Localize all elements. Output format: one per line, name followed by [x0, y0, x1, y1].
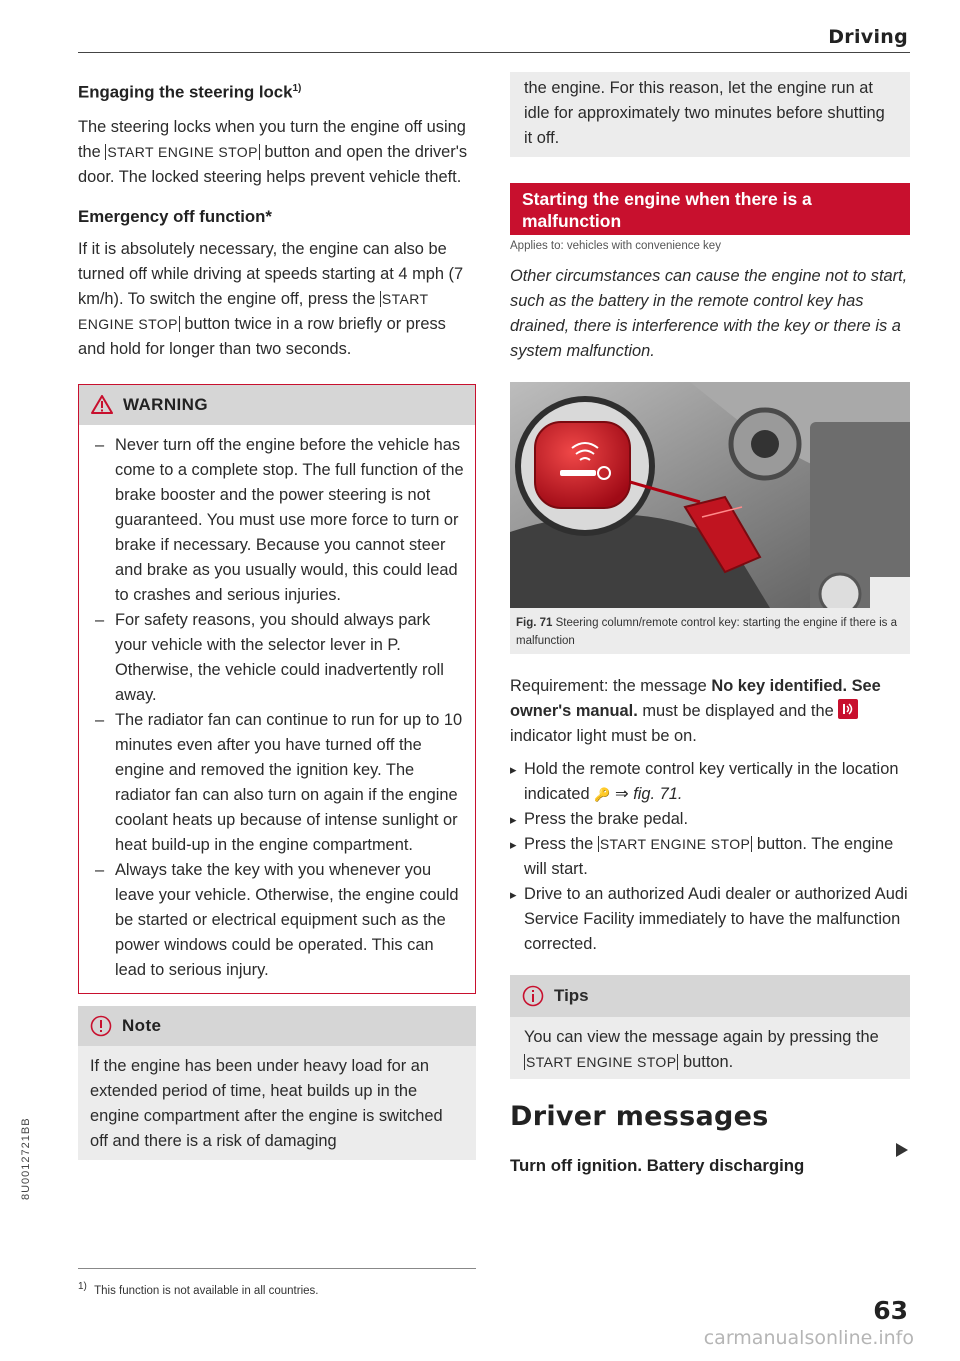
- left-column: [78, 72, 476, 1160]
- header-rule: [78, 52, 910, 53]
- step-item: ▸ Press the brake pedal.: [510, 807, 910, 832]
- warning-body: [79, 425, 475, 993]
- figure-71: [510, 382, 910, 654]
- page-number: 63: [873, 1296, 908, 1325]
- steering-column-key-illustration: [510, 382, 910, 608]
- footnote-rule: [78, 1268, 476, 1269]
- note-text: If the engine has been under heavy load for an extended period of time, heat builds up in the engine compartment after the engine is switched off and there is a risk of damaging: [90, 1056, 443, 1150]
- continued-text: the engine. For this reason, let the engine run at idle for approximately two minutes before shutting it off.: [524, 79, 885, 147]
- requirement-text: Requirement: the message No key identified. See owner's manual. must be displayed and the indicator light must be on.: [510, 677, 881, 745]
- tips-box: [510, 975, 910, 1079]
- info-icon: [522, 985, 544, 1007]
- step-item: ▸ Hold the remote control key vertically in the location indicated 🔑 ⇒ fig. 71.: [510, 757, 910, 807]
- driver-messages-heading: Driver messages: [510, 1101, 769, 1132]
- warning-item: – For safety reasons, you should always park your vehicle with the selector lever in P. Otherwise, the vehicle could inadvertently roll away.: [91, 608, 465, 708]
- warning-box: [78, 384, 476, 994]
- tips-body: [510, 1017, 910, 1079]
- tips-header: [510, 975, 910, 1017]
- warning-list: [91, 433, 465, 983]
- warning-title: WARNING: [123, 394, 208, 414]
- step-item: ▸ Drive to an authorized Audi dealer or authorized Audi Service Facility immediately to have the malfunction corrected.: [510, 882, 910, 957]
- document-code: 8U0012721BB: [20, 1117, 32, 1200]
- figure-label: Fig. 71: [516, 617, 553, 629]
- warning-triangle-icon: [91, 395, 113, 414]
- note-exclamation-icon: [90, 1015, 112, 1037]
- watermark: carmanualsonline.info: [703, 1327, 914, 1349]
- footnote-mark: 1): [292, 83, 302, 94]
- warning-item: – Never turn off the engine before the vehicle has come to a complete stop. The full function of the brake booster and the power steering is not guaranteed. You must use more force to turn or brake if necessary. Because you cannot steer and brake as you usually would, this could lead to crashes and serious injuries.: [91, 433, 465, 608]
- battery-heading: Turn off ignition. Battery discharging: [510, 1156, 805, 1175]
- note-header: [78, 1006, 476, 1046]
- warning-item: – Always take the key with you whenever you leave your vehicle. Otherwise, the engine could be started or electrical equipment such as the power windows could be operated. This can lead to serious injury.: [91, 858, 465, 983]
- figure-caption-text: Steering column/remote control key: starting the engine if there is a malfunction: [516, 617, 897, 647]
- note-box: [78, 1006, 476, 1160]
- malfunction-heading: Starting the engine when there is a malfunction: [510, 183, 910, 235]
- footnote: [78, 1281, 318, 1297]
- figure-caption: [510, 608, 910, 654]
- figure-reference[interactable]: ⇒ fig. 71.: [614, 785, 683, 803]
- warning-header: [79, 385, 475, 425]
- emergency-heading: Emergency off function*: [78, 206, 272, 226]
- start-engine-stop-key: START ENGINE STOP: [107, 143, 258, 160]
- right-column: [510, 72, 910, 1176]
- intro-text: Other circumstances can cause the engine not to start, such as the battery in the remote control key has drained, there is interference with the key or there is a system malfunction.: [510, 267, 908, 360]
- footnote-number: 1): [78, 1281, 87, 1292]
- key-indicator-icon: [838, 699, 858, 719]
- emergency-text: If it is absolutely necessary, the engine can also be turned off while driving at speeds starting at 4 mph (7 km/h). To switch the engine off, press the START ENGINE STOP button twice in a row briefly or press and hold for longer than two seconds.: [78, 239, 464, 358]
- note-body: [78, 1046, 476, 1160]
- tips-text: You can view the message again by pressing the START ENGINE STOP button.: [524, 1028, 879, 1071]
- applies-to: Applies to: vehicles with convenience key: [510, 240, 721, 252]
- step-item: ▸ Press the START ENGINE STOP button. The engine will start.: [510, 832, 910, 882]
- steering-lock-heading: Engaging the steering lock$^{1)}$: [78, 82, 302, 102]
- start-engine-stop-key: START ENGINE STOP: [599, 836, 751, 852]
- footnote-text: This function is not available in all countries.: [94, 1284, 319, 1297]
- warning-item: – The radiator fan can continue to run for up to 10 minutes even after you have turned off the engine and removed the ignition key. The radiator fan can also turn on again if the engine coolant heats up because of intense sunlight or heat build-up in the engine compartment.: [91, 708, 465, 858]
- note-title: Note: [122, 1015, 162, 1035]
- key-location-icon: 🔑: [594, 787, 611, 802]
- tips-title: Tips: [554, 986, 589, 1005]
- message-text: No key identified. See owner's manual.: [510, 677, 881, 720]
- continued-note: [510, 72, 910, 157]
- steps-list: [510, 757, 910, 957]
- start-engine-stop-key: START ENGINE STOP: [78, 290, 429, 332]
- continue-arrow-icon: [896, 1143, 908, 1157]
- section-title: Driving: [828, 26, 908, 48]
- steering-lock-text: The steering locks when you turn the engine off using the START ENGINE STOP button and open the driver's door. The locked steering helps prevent vehicle theft.: [78, 117, 468, 186]
- start-engine-stop-key: START ENGINE STOP: [526, 1054, 677, 1070]
